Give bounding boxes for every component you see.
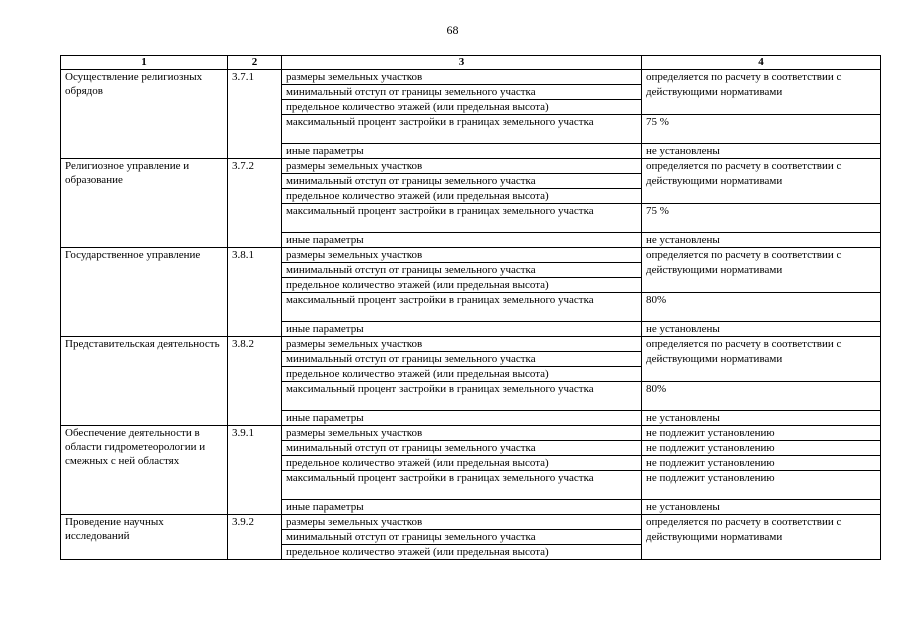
parameter-name: предельное количество этажей (или предельная высота) — [282, 100, 642, 115]
header-col-1: 1 — [61, 56, 228, 70]
parameter-value: не подлежит установлению — [642, 456, 881, 471]
parameter-value: определяется по расчету в соответствии с действующими нормативами — [642, 515, 881, 560]
parameter-name: размеры земельных участков — [282, 159, 642, 174]
parameter-name: максимальный процент застройки в границах земельного участка — [282, 293, 642, 322]
table-row — [61, 159, 881, 174]
header-col-3: 3 — [282, 56, 642, 70]
parameter-value: не установлены — [642, 233, 881, 248]
parameter-value: 75 % — [642, 204, 881, 233]
parameter-value: 80% — [642, 293, 881, 322]
parameter-name: иные параметры — [282, 500, 642, 515]
page-number: 68 — [446, 23, 459, 37]
parameter-name: размеры земельных участков — [282, 248, 642, 263]
parameter-name: иные параметры — [282, 322, 642, 337]
use-type-code: 3.9.2 — [228, 515, 282, 560]
use-type-code: 3.7.2 — [228, 159, 282, 248]
parameter-name: минимальный отступ от границы земельного участка — [282, 530, 642, 545]
parameter-name: иные параметры — [282, 144, 642, 159]
header-col-4: 4 — [642, 56, 881, 70]
parameter-value: не установлены — [642, 500, 881, 515]
parameter-value: не подлежит установлению — [642, 441, 881, 456]
parameter-name: максимальный процент застройки в границах земельного участка — [282, 115, 642, 144]
parameter-value: определяется по расчету в соответствии с действующими нормативами — [642, 70, 881, 115]
parameter-name: максимальный процент застройки в границах земельного участка — [282, 204, 642, 233]
parameter-value: не установлены — [642, 322, 881, 337]
parameter-value: определяется по расчету в соответствии с действующими нормативами — [642, 159, 881, 204]
parameter-value: определяется по расчету в соответствии с действующими нормативами — [642, 337, 881, 382]
use-type-name: Осуществление религиозных обрядов — [61, 70, 228, 159]
parameter-name: размеры земельных участков — [282, 337, 642, 352]
parameter-name: минимальный отступ от границы земельного участка — [282, 85, 642, 100]
parameter-name: максимальный процент застройки в границах земельного участка — [282, 471, 642, 500]
parameter-name: предельное количество этажей (или предельная высота) — [282, 367, 642, 382]
table-row — [61, 515, 881, 530]
use-type-name: Государственное управление — [61, 248, 228, 337]
parameter-name: минимальный отступ от границы земельного участка — [282, 352, 642, 367]
parameter-name: размеры земельных участков — [282, 426, 642, 441]
parameters-table — [60, 55, 881, 560]
parameter-name: минимальный отступ от границы земельного участка — [282, 263, 642, 278]
table-row — [61, 337, 881, 352]
parameter-value: не установлены — [642, 144, 881, 159]
parameter-name: размеры земельных участков — [282, 515, 642, 530]
parameter-name: иные параметры — [282, 233, 642, 248]
parameter-name: иные параметры — [282, 411, 642, 426]
table-row — [61, 70, 881, 85]
parameter-name: предельное количество этажей (или предельная высота) — [282, 278, 642, 293]
use-type-code: 3.8.1 — [228, 248, 282, 337]
table-row — [61, 426, 881, 441]
parameter-name: предельное количество этажей (или предельная высота) — [282, 189, 642, 204]
use-type-code: 3.9.1 — [228, 426, 282, 515]
use-type-code: 3.7.1 — [228, 70, 282, 159]
parameter-name: максимальный процент застройки в границах земельного участка — [282, 382, 642, 411]
parameter-value: не установлены — [642, 411, 881, 426]
header-col-2: 2 — [228, 56, 282, 70]
use-type-name: Религиозное управление и образование — [61, 159, 228, 248]
parameter-value: не подлежит установлению — [642, 426, 881, 441]
parameter-name: предельное количество этажей (или предельная высота) — [282, 456, 642, 471]
parameter-name: минимальный отступ от границы земельного участка — [282, 174, 642, 189]
use-type-name: Проведение научных исследований — [61, 515, 228, 560]
parameter-value: определяется по расчету в соответствии с действующими нормативами — [642, 248, 881, 293]
parameter-value: не подлежит установлению — [642, 471, 881, 500]
use-type-name: Обеспечение деятельности в области гидрометеорологии и смежных с ней областях — [61, 426, 228, 515]
parameter-value: 75 % — [642, 115, 881, 144]
table-row — [61, 248, 881, 263]
parameter-name: минимальный отступ от границы земельного участка — [282, 441, 642, 456]
use-type-code: 3.8.2 — [228, 337, 282, 426]
table-header — [61, 56, 881, 70]
parameter-name: размеры земельных участков — [282, 70, 642, 85]
parameter-name: предельное количество этажей (или предельная высота) — [282, 545, 642, 560]
use-type-name: Представительская деятельность — [61, 337, 228, 426]
parameter-value: 80% — [642, 382, 881, 411]
table-body — [61, 70, 881, 560]
